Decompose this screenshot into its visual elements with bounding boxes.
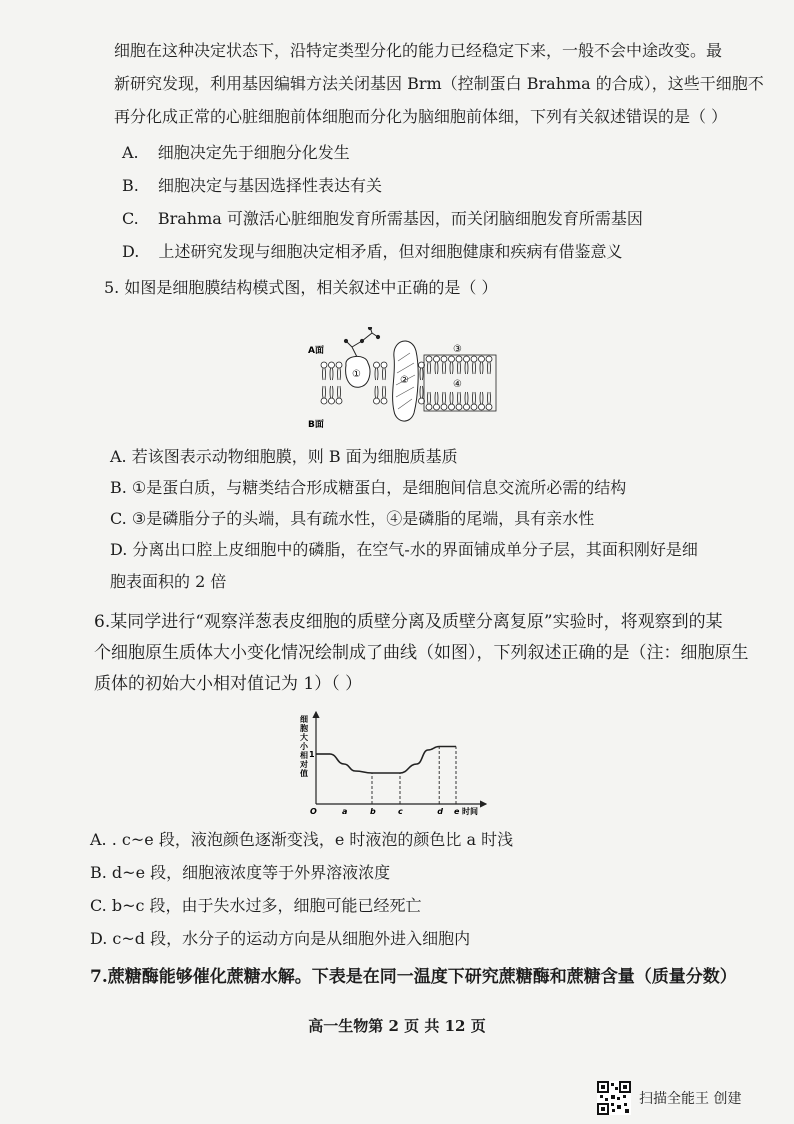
x-tick-b: b [370, 807, 376, 816]
phospholipid-head-bottom [381, 398, 387, 404]
q5-option-d-line1: D. 分离出口腔上皮细胞中的磷脂，在空气-水的界面铺成单分子层，其面积刚好是细 [110, 540, 698, 559]
phospholipid-head-top [464, 356, 470, 362]
phospholipid-tail-bottom [473, 392, 476, 404]
phospholipid-tail-bottom [420, 386, 423, 398]
marker-1: ① [352, 369, 361, 380]
q6-option-c: C. b~c 段，由于失水过多，细胞可能已经死亡 [90, 896, 422, 915]
y-label-char: 胞 [300, 724, 308, 733]
phospholipid-tail-top [465, 362, 468, 374]
phospholipid-head-bottom [426, 404, 432, 410]
q5-option-d-line2: 胞表面积的 2 倍 [110, 572, 227, 591]
phospholipid-head-bottom [456, 404, 462, 410]
phospholipid-tail-bottom [375, 386, 378, 398]
phospholipid-tail-bottom [458, 392, 461, 404]
phospholipid-tail-top [480, 362, 483, 374]
phospholipid-tail-top [383, 368, 386, 380]
intro-line-1: 细胞在这种决定状态下，沿特定类型分化的能力已经稳定下来，一般不会中途改变。最 [114, 41, 723, 60]
scanner-text: 扫描全能王 创建 [639, 1091, 742, 1107]
phospholipid-tail-bottom [480, 392, 483, 404]
option-text: 上述研究发现与细胞决定相矛盾，但对细胞健康和疾病有借鉴意义 [158, 242, 623, 261]
phospholipid-tail-bottom [435, 392, 438, 404]
option-letter: A. [122, 143, 139, 162]
option-letter: D. [122, 242, 140, 261]
marker-2: ② [400, 375, 409, 386]
q5-option-b: B. ①是蛋白质，与糖类结合形成糖蛋白，是细胞间信息交流所必需的结构 [110, 478, 627, 497]
phospholipid-tail-bottom [465, 392, 468, 404]
option-text: 细胞决定与基因选择性表达有关 [157, 176, 382, 195]
y-label-char: 细 [300, 715, 308, 724]
y-label-char: 值 [300, 769, 308, 778]
q6-option-d: D. c~d 段，水分子的运动方向是从细胞外进入细胞内 [90, 929, 471, 948]
phospholipid-head-bottom [374, 398, 380, 404]
q4-option-d [122, 241, 622, 263]
protoplast-curve [316, 747, 456, 774]
y-label-char: 小 [300, 742, 308, 751]
q6-stem-line2: 个细胞原生质体大小变化情况绘制成了曲线（如图），下列叙述正确的是（注：细胞原生 [94, 643, 749, 663]
phospholipid-head-top [381, 362, 387, 368]
phospholipid-tail-top [338, 368, 341, 380]
x-tick-c: c [398, 807, 403, 816]
phospholipid-tail-top [428, 362, 431, 374]
phospholipid-head-top [486, 356, 492, 362]
q6-stem-line1: 6.某同学进行“观察洋葱表皮细胞的质壁分离及质壁分离复原”实验时，将观察到的某 [94, 612, 723, 632]
phospholipid-tail-top [473, 362, 476, 374]
phospholipid-tail-top [375, 368, 378, 380]
phospholipid-tail-top [458, 362, 461, 374]
phospholipid-tail-bottom [488, 392, 491, 404]
side-b-label: B面 [308, 420, 324, 430]
phospholipid-head-top [471, 356, 477, 362]
phospholipid-head-bottom [464, 404, 470, 410]
marker-4: ④ [453, 379, 462, 390]
phospholipid-head-bottom [329, 398, 335, 404]
x-tick-e: e [454, 807, 460, 816]
phospholipid-tail-bottom [443, 392, 446, 404]
phospholipid-head-top [449, 356, 455, 362]
phospholipid-head-top [479, 356, 485, 362]
x-tick-a: a [342, 807, 348, 816]
phospholipid-tail-bottom [338, 386, 341, 398]
y-label-char: 大 [300, 733, 308, 742]
y-label-char: 对 [300, 760, 308, 769]
intro-line-3: 再分化成正常的心脏细胞前体细胞而分化为脑细胞前体细，下列有关叙述错误的是（ ） [114, 107, 728, 126]
qr-code-icon [597, 1081, 631, 1115]
phospholipid-head-top [374, 362, 380, 368]
option-text: 细胞决定先于细胞分化发生 [157, 143, 350, 162]
option-letter: C. [122, 209, 139, 228]
x-axis-label: 时间 [462, 807, 478, 816]
x-tick-d: d [437, 807, 443, 816]
phospholipid-head-top [441, 356, 447, 362]
q4-option-b [122, 175, 382, 197]
phospholipid-head-top [336, 362, 342, 368]
phospholipid-head-bottom [336, 398, 342, 404]
phospholipid-tail-top [323, 368, 326, 380]
phospholipid-tail-bottom [428, 392, 431, 404]
q6-stem-line3: 质体的初始大小相对值记为 1）（ ） [94, 674, 363, 694]
phospholipid-head-bottom [434, 404, 440, 410]
q6-option-b: B. d~e 段，细胞液浓度等于外界溶液浓度 [90, 863, 391, 882]
phospholipid-head-top [321, 362, 327, 368]
q7-stem: 7.蔗糖酶能够催化蔗糖水解。下表是在同一温度下研究蔗糖酶和蔗糖含量（质量分数） [90, 967, 737, 987]
q4-option-c [122, 208, 643, 230]
phospholipid-tail-top [450, 362, 453, 374]
phospholipid-tail-top [330, 368, 333, 380]
phospholipid-tail-bottom [323, 386, 326, 398]
phospholipid-head-bottom [321, 398, 327, 404]
protoplast-size-chart [296, 708, 492, 820]
option-letter: B. [122, 176, 139, 195]
intro-line-2: 新研究发现，利用基因编辑方法关闭基因 Brm（控制蛋白 Brahma 的合成），这些干细胞不 [114, 74, 764, 93]
option-text: Brahma 可激活心脏细胞发育所需基因，而关闭脑细胞发育所需基因 [157, 209, 643, 228]
page-footer: 高一生物第 2 页 共 12 页 [308, 1017, 486, 1035]
y-label-char: 相 [300, 751, 308, 760]
cell-membrane-figure [306, 327, 502, 433]
phospholipid-tail-top [435, 362, 438, 374]
phospholipid-head-bottom [441, 404, 447, 410]
q4-option-a [122, 142, 350, 164]
phospholipid-tail-top [443, 362, 446, 374]
phospholipid-head-top [329, 362, 335, 368]
side-a-label: A面 [308, 346, 324, 356]
phospholipid-head-top [426, 356, 432, 362]
scanner-watermark [597, 1080, 741, 1116]
marker-3: ③ [453, 344, 462, 355]
phospholipid-head-top [434, 356, 440, 362]
y-tick-label: 1 [309, 750, 315, 759]
phospholipid-head-top [456, 356, 462, 362]
phospholipid-tail-top [420, 368, 423, 380]
q6-option-a: A. . c~e 段，液泡颜色逐渐变浅，e 时液泡的颜色比 a 时浅 [90, 830, 514, 849]
phospholipid-head-bottom [479, 404, 485, 410]
q5-stem: 5. 如图是细胞膜结构模式图，相关叙述中正确的是（ ） [104, 278, 498, 297]
phospholipid-tail-top [488, 362, 491, 374]
phospholipid-tail-bottom [450, 392, 453, 404]
sugar-chain [344, 327, 379, 359]
phospholipid-head-bottom [486, 404, 492, 410]
phospholipid-tail-bottom [330, 386, 333, 398]
phospholipid-head-bottom [471, 404, 477, 410]
phospholipid-tail-bottom [383, 386, 386, 398]
origin-label: O [310, 807, 317, 816]
q5-option-a: A. 若该图表示动物细胞膜，则 B 面为细胞质基质 [110, 447, 458, 466]
phospholipid-head-bottom [449, 404, 455, 410]
q5-option-c: C. ③是磷脂分子的头端，具有疏水性，④是磷脂的尾端，具有亲水性 [110, 509, 595, 528]
y-axis-label [299, 714, 309, 778]
